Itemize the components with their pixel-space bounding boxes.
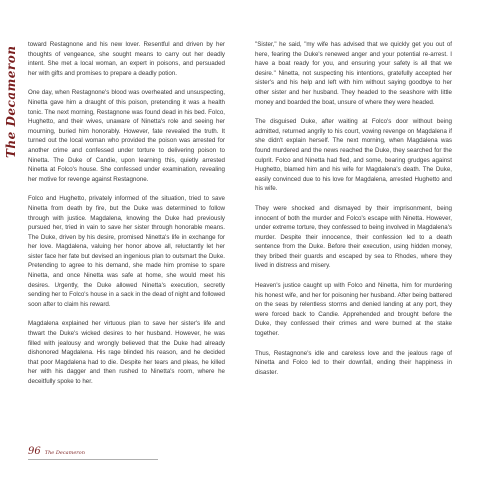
paragraph: One day, when Restagnone's blood was overheated and unsuspecting, Ninetta gave him a draught of this poison, pretending it was a health tonic. The next morning, Restagnone was found dead in his bed. Folco, Hughetto, and their wives, unaware of Ninetta's role and seeing her mourning, buried him honorably. However, fate revealed the truth. It turned out the local woman who provided the poison was arrested for another crime and confessed under torture to delivering poison to Ninetta. The Duke of Candie, upon learning this, quietly arrested Ninetta at Folco's house. She confessed under examination, revealing her motive for revenge against Restagnone. — [28, 89, 225, 183]
left-column — [28, 40, 225, 397]
running-title-text: The Decameron — [4, 45, 18, 158]
paragraph: toward Restagnone and his new lover. Resentful and driven by her thoughts of vengeance, she sought means to carry out her deadly intent. She met a local woman, an expert in poisons, and persuaded her with gifts and promises to prepare a deadly potion. — [28, 41, 225, 77]
paragraph: Heaven's justice caught up with Folco and Ninetta, him for murdering his honest wife, and her for poisoning her husband. After being battered on the seas by relentless storms and denied landing at any port, they were forced back to Candie. Apprehended and brought before the Duke, they confessed their crimes and were burned at the stake together. — [255, 282, 452, 338]
right-column — [255, 40, 452, 387]
paragraph: Thus, Restagnone's idle and careless love and the jealous rage of Ninetta and Folco led to their downfall, ending their happiness in disaster. — [255, 349, 452, 376]
running-title-vertical — [4, 38, 18, 158]
paragraph: Magdalena explained her virtuous plan to save her sister's life and thwart the Duke's wicked desires to her husband. However, he was filled with jealousy and wrongly believed that the Duke had already dishonored Magdalena. His rage blinded his reason, and he decided that poor Magdalena had to die. Despite her tears and pleas, he killed her with his dagger and then rushed to Ninetta's room, where he deceitfully spoke to her. — [28, 320, 225, 385]
paragraph: They were shocked and dismayed by their imprisonment, being innocent of both the murder and Folco's escape with Ninetta. However, under extreme torture, they confessed to being involved in Magdalena's murder. Despite their innocence, their confession led to a death sentence from the Duke. Before their execution, using hidden money, they bribed their guards and escaped by sea to Rhodes, where they lived in distress and misery. — [255, 204, 452, 270]
paragraph: "Sister," he said, "my wife has advised that we quickly get you out of here, fearing the Duke's renewed anger and your potential re-arrest. I have a boat ready for you, and ensuring your safety is all that we desire." Ninetta, not suspecting his intentions, gratefully accepted her sister's and his help and left with him without saying goodbye to her other sister and her husband. They headed to the seashore with little money and boarded the boat, unsure of where they were headed. — [255, 41, 452, 106]
page-footer — [28, 446, 85, 457]
footer-divider — [28, 459, 158, 460]
paragraph: The disguised Duke, after waiting at Folco's door without being admitted, returned angrily to his court, vowing revenge on Magdalena if she didn't explain herself. The next morning, when Magdalena was found murdered and the news reached the Duke, they searched for the culprit. Folco and Ninetta had fled, and some, bearing grudges against Hughetto, blamed him and his wife for Magdalena's death. The Duke, easily convinced due to his love for Magdalena, arrested Hughetto and his wife. — [255, 118, 452, 193]
paragraph: Folco and Hughetto, privately informed of the situation, tried to save Ninetta from death by fire, but the Duke was determined to follow through with justice. Magdalena, knowing the Duke had previously pursued her, tried in vain to save her sister through honorable means. The Duke, driven by his desire, promised Ninetta's life in exchange for her love. Magdalena, valuing her honor above all, reluctantly let her sister face her fate but devised an ingenious plan to outsmart the Duke. Pretending to agree to his demand, she made him promise to spare Ninetta, and once Ninetta was safe at home, she would meet his desires. Urgently, the Duke allowed Ninetta's execution, secretly sending her to Folco's house in a sack in the dead of night and followed soon after to claim his reward. — [28, 195, 225, 308]
page-number: 96 — [28, 446, 41, 457]
footer-title: The Decameron — [44, 450, 85, 456]
